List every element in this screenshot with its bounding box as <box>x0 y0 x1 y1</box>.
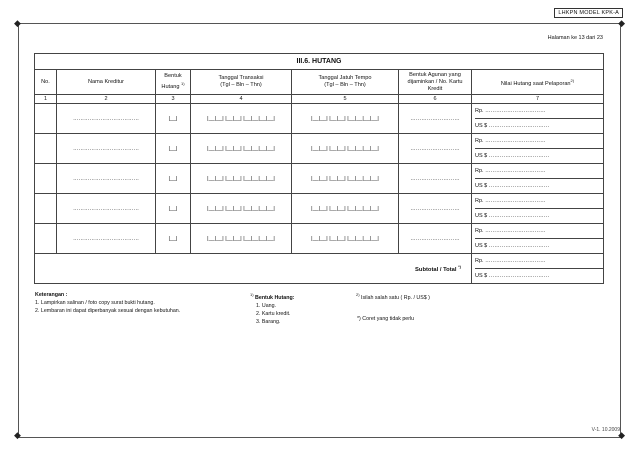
registration-mark-tl: ◆ <box>14 18 21 28</box>
usd-field[interactable]: US $ …………………………… <box>475 183 550 189</box>
agunan-field[interactable]: ……………………… <box>399 164 472 194</box>
column-number: 2 <box>57 95 156 104</box>
subtotal-rp-field[interactable]: Rp. …………………………… <box>475 254 603 269</box>
subtotal-row <box>35 254 604 284</box>
usd-field[interactable]: US $ …………………………… <box>475 213 550 219</box>
header-kreditur: Nama Kreditur <box>57 70 156 95</box>
column-number: 6 <box>399 95 472 104</box>
header-tanggal-jatuh-tempo: Tanggal Jatuh Tempo (Tgl – Bln – Thn) <box>292 70 399 95</box>
bentuk-field[interactable]: |__| <box>156 134 191 164</box>
tanggal-transaksi-field[interactable]: |__|__| |__|__| |__|__|__|__| <box>191 224 292 254</box>
keterangan-title: Keterangan : <box>35 292 68 298</box>
kreditur-field[interactable]: ……………………………… <box>57 224 156 254</box>
subtotal-usd-field[interactable]: US $ …………………………… <box>475 273 550 279</box>
nilai-cell <box>472 134 604 164</box>
row-number-cell[interactable] <box>35 194 57 224</box>
bentuk-hutang-title: Bentuk Hutang: <box>255 294 295 301</box>
column-number: 5 <box>292 95 399 104</box>
currency-note: $^{2)}$ Isilah salah satu ( Rp. / US$ ) <box>356 292 430 301</box>
table-title: III.6. HUTANG <box>35 54 604 70</box>
tanggal-jatuh-tempo-field[interactable]: |__|__| |__|__| |__|__|__|__| <box>292 134 399 164</box>
nilai-cell <box>472 164 604 194</box>
kreditur-field[interactable]: ……………………………… <box>57 134 156 164</box>
column-number: 3 <box>156 95 191 104</box>
bentuk-field[interactable]: |__| <box>156 164 191 194</box>
bentuk-field[interactable]: |__| <box>156 104 191 134</box>
rp-field[interactable]: Rp. …………………………… <box>475 134 603 149</box>
usd-field[interactable]: US $ …………………………… <box>475 123 550 129</box>
agunan-field[interactable]: ……………………… <box>399 194 472 224</box>
usd-field[interactable]: US $ …………………………… <box>475 153 550 159</box>
rp-field[interactable]: Rp. …………………………… <box>475 104 603 119</box>
kreditur-field[interactable]: ……………………………… <box>57 104 156 134</box>
table-row <box>35 134 604 164</box>
table-row <box>35 164 604 194</box>
usd-field[interactable]: US $ …………………………… <box>475 243 550 249</box>
page-number: Halaman ke 13 dari 23 <box>547 35 603 41</box>
tanggal-jatuh-tempo-field[interactable]: |__|__| |__|__| |__|__|__|__| <box>292 164 399 194</box>
column-number: 7 <box>472 95 604 104</box>
tanggal-transaksi-field[interactable]: |__|__| |__|__| |__|__|__|__| <box>191 134 292 164</box>
subtotal-value-cell <box>472 254 604 284</box>
tanggal-transaksi-field[interactable]: |__|__| |__|__| |__|__|__|__| <box>191 194 292 224</box>
nilai-cell <box>472 104 604 134</box>
rp-field[interactable]: Rp. …………………………… <box>475 224 603 239</box>
keterangan-item: 1. Lampirkan salinan / foto copy surat bukti hutang. <box>35 300 155 306</box>
keterangan-item: 2. Lembaran ini dapat diperbanyak sesuai dengan kebutuhan. <box>35 308 181 314</box>
agunan-field[interactable]: ……………………… <box>399 134 472 164</box>
table-row <box>35 224 604 254</box>
debt-table <box>34 53 604 284</box>
form-code-label: LHKPN MODEL KPK-A <box>554 8 623 18</box>
tanggal-transaksi-field[interactable]: |__|__| |__|__| |__|__|__|__| <box>191 104 292 134</box>
bentuk-field[interactable]: |__| <box>156 194 191 224</box>
tanggal-jatuh-tempo-field[interactable]: |__|__| |__|__| |__|__|__|__| <box>292 194 399 224</box>
header-nilai: Nilai Hutang saat Pelaporan$^{2)}$ <box>472 70 604 95</box>
column-number: 1 <box>35 95 57 104</box>
rp-field[interactable]: Rp. …………………………… <box>475 164 603 179</box>
subtotal-label: Subtotal / Total *) <box>35 254 472 284</box>
tanggal-jatuh-tempo-field[interactable]: |__|__| |__|__| |__|__|__|__| <box>292 224 399 254</box>
header-bentuk: Bentuk Hutang $^{1)}$ <box>156 70 191 95</box>
header-tanggal-transaksi: Tanggal Transaksi (Tgl – Bln – Thn) <box>191 70 292 95</box>
bentuk-hutang-note: $^{1)}$ Bentuk Hutang: 1. Uang. 2. Kartu kredit. 3. Barang. <box>250 292 295 325</box>
table-row <box>35 104 604 134</box>
version-label: V-1. 10.2009 <box>591 427 620 433</box>
bentuk-field[interactable]: |__| <box>156 224 191 254</box>
kreditur-field[interactable]: ……………………………… <box>57 164 156 194</box>
strike-note: *) Coret yang tidak perlu <box>357 316 415 322</box>
agunan-field[interactable]: ……………………… <box>399 104 472 134</box>
note-item: 2. Kartu kredit. <box>256 310 291 317</box>
header-no: No. <box>35 70 57 95</box>
note-item: 3. Barang. <box>256 318 281 325</box>
row-number-cell[interactable] <box>35 134 57 164</box>
row-number-cell[interactable] <box>35 224 57 254</box>
row-number-cell[interactable] <box>35 164 57 194</box>
registration-mark-tr: ◆ <box>618 18 625 28</box>
tanggal-transaksi-field[interactable]: |__|__| |__|__| |__|__|__|__| <box>191 164 292 194</box>
row-number-cell[interactable] <box>35 104 57 134</box>
note-item: 1. Uang. <box>256 302 277 309</box>
nilai-cell <box>472 194 604 224</box>
rp-field[interactable]: Rp. …………………………… <box>475 194 603 209</box>
agunan-field[interactable]: ……………………… <box>399 224 472 254</box>
table-row <box>35 194 604 224</box>
header-agunan: Bentuk Agunan yang dijaminkan / No. Kartu Kredit <box>399 70 472 95</box>
registration-mark-br: ◆ <box>618 430 625 440</box>
registration-mark-bl: ◆ <box>14 430 21 440</box>
keterangan-notes <box>35 291 180 315</box>
tanggal-jatuh-tempo-field[interactable]: |__|__| |__|__| |__|__|__|__| <box>292 104 399 134</box>
nilai-cell <box>472 224 604 254</box>
column-number: 4 <box>191 95 292 104</box>
kreditur-field[interactable]: ……………………………… <box>57 194 156 224</box>
